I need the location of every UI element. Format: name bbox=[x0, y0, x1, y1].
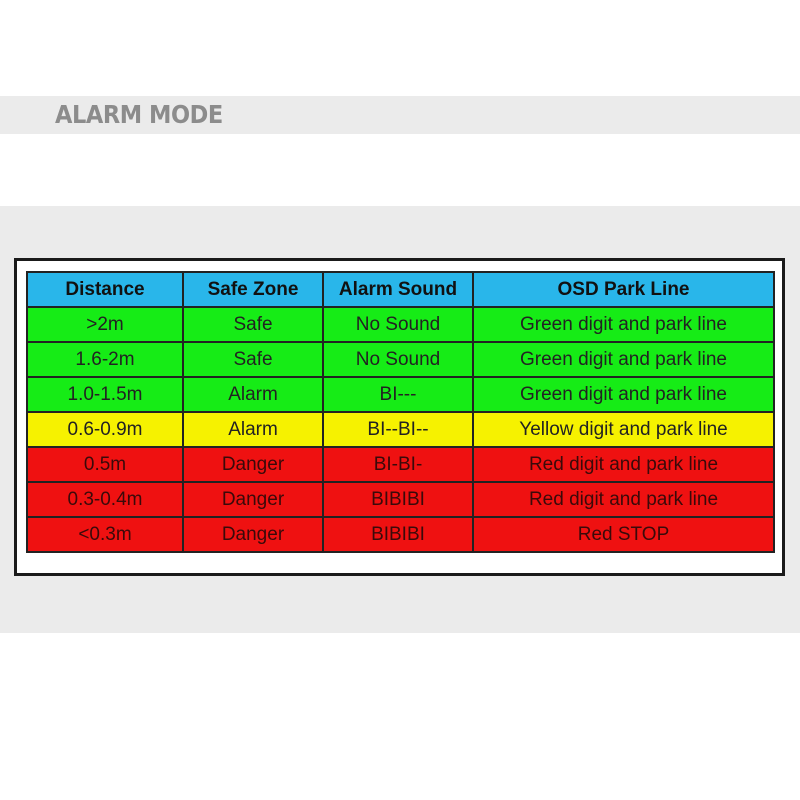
header-osd-park-line: OSD Park Line bbox=[473, 272, 774, 307]
cell-distance: 1.0-1.5m bbox=[27, 377, 183, 412]
cell-alarm-sound: No Sound bbox=[323, 342, 473, 377]
cell-osd-park-line: Yellow digit and park line bbox=[473, 412, 774, 447]
cell-alarm-sound: BIBIBI bbox=[323, 482, 473, 517]
cell-osd-park-line: Green digit and park line bbox=[473, 307, 774, 342]
cell-distance: <0.3m bbox=[27, 517, 183, 552]
cell-distance: 0.5m bbox=[27, 447, 183, 482]
cell-osd-park-line: Green digit and park line bbox=[473, 342, 774, 377]
cell-alarm-sound: No Sound bbox=[323, 307, 473, 342]
table-row bbox=[27, 517, 774, 552]
cell-alarm-sound: BIBIBI bbox=[323, 517, 473, 552]
cell-distance: 1.6-2m bbox=[27, 342, 183, 377]
page-title: ALARM MODE bbox=[55, 100, 223, 129]
table-frame bbox=[14, 258, 785, 576]
cell-safe-zone: Safe bbox=[183, 342, 323, 377]
cell-osd-park-line: Red digit and park line bbox=[473, 447, 774, 482]
cell-safe-zone: Alarm bbox=[183, 412, 323, 447]
cell-distance: >2m bbox=[27, 307, 183, 342]
cell-osd-park-line: Green digit and park line bbox=[473, 377, 774, 412]
table-row bbox=[27, 482, 774, 517]
table-row bbox=[27, 342, 774, 377]
cell-distance: 0.6-0.9m bbox=[27, 412, 183, 447]
table-row bbox=[27, 307, 774, 342]
alarm-mode-table bbox=[26, 271, 775, 553]
header-safe-zone: Safe Zone bbox=[183, 272, 323, 307]
cell-osd-park-line: Red digit and park line bbox=[473, 482, 774, 517]
table-row bbox=[27, 447, 774, 482]
cell-safe-zone: Safe bbox=[183, 307, 323, 342]
table-row bbox=[27, 377, 774, 412]
cell-safe-zone: Alarm bbox=[183, 377, 323, 412]
header-distance: Distance bbox=[27, 272, 183, 307]
cell-osd-park-line: Red STOP bbox=[473, 517, 774, 552]
cell-alarm-sound: BI--BI-- bbox=[323, 412, 473, 447]
cell-alarm-sound: BI-BI- bbox=[323, 447, 473, 482]
header-alarm-sound: Alarm Sound bbox=[323, 272, 473, 307]
cell-safe-zone: Danger bbox=[183, 482, 323, 517]
cell-distance: 0.3-0.4m bbox=[27, 482, 183, 517]
table-row bbox=[27, 412, 774, 447]
table-header-row bbox=[27, 272, 774, 307]
cell-safe-zone: Danger bbox=[183, 447, 323, 482]
cell-safe-zone: Danger bbox=[183, 517, 323, 552]
cell-alarm-sound: BI--- bbox=[323, 377, 473, 412]
